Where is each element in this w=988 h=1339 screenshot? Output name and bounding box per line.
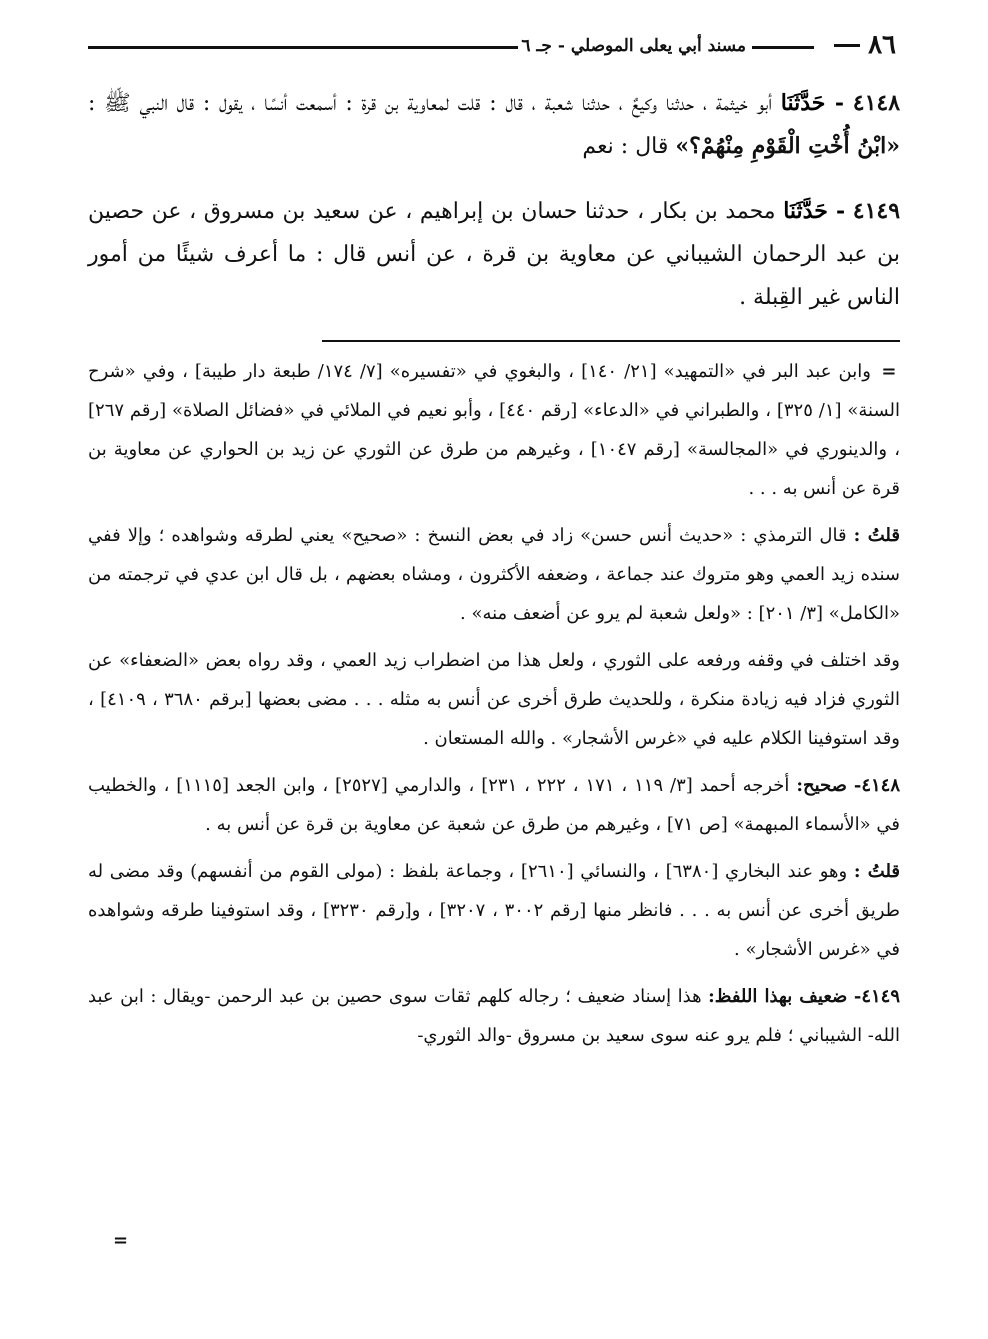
running-title: مسند أبي يعلى الموصلي - جـ ٦ [521,36,746,56]
footnote-divider [322,340,900,342]
page-number-text: ٨٦ [868,30,896,60]
note-label: صحيح: [796,775,847,796]
header-rule-left [88,46,518,49]
hadith-number: ٤١٤٩ [852,198,901,224]
hadith-keyword: حَدَّثَنَا [780,90,826,116]
hadith-text: محمد بن بكار ، حدثنا حسان بن إبراهيم ، عن سعيد بن مسروق ، عن حصين بن عبد الرحمان الشيباني عن معاوية بن قرة ، عن أنس قال : ما أعرف شيئًا من أمور الناس غير القِبلة . [88,199,900,310]
end-continuation-mark: = [113,1230,129,1251]
note-paragraph [88,352,900,508]
footnotes [88,352,900,1063]
hadith-4148: ٤١٤٨ - حَدَّثَنَا أبو خيثمة ، حدثنا وكيعٌ ، حدثنا شعبة ، قال : قلت لمعاوية بن قرة : أسمعت أنسًا ، يقول : قال النبي ﷺ : «ابْنُ أُخْتِ الْقَوْمِ مِنْهُمْ؟» قال : نعم [88,90,901,159]
hadith-4149: ٤١٤٩ - حَدَّثَنَا محمد بن بكار ، حدثنا حسان بن إبراهيم ، عن سعيد بن مسروق ، عن حصين بن عبد الرحمان الشيباني عن معاوية بن قرة ، عن أنس قال : ما أعرف شيئًا من أمور الناس غير القِبلة . [88,198,901,310]
note-text: وهو عند البخاري [٦٣٨٠] ، والنسائي [٢٦١٠] ، وجماعة بلفظ : (مولى القوم من أنفسهم) وقد مضى له طريق أخرى عن أنس به . . . فانظر منها [رقم ٣٠٠٢ ، ٣٢٠٧] ، و[رقم ٣٢٣٠] ، وقد استوفينا طرقه وشواهده في «غرس الأشجار» . [88,861,900,960]
note-paragraph [88,516,900,633]
continuation-mark: = [881,361,897,382]
note-label: ضعيف بهذا اللفظ: [708,986,848,1007]
note-text: قال الترمذي : «حديث أنس حسن» زاد في بعض النسخ : «صحيح» يعني لطرقه وشواهده ؛ وإلا ففي سنده زيد العمي وهو متروك عند جماعة ، وضعفه الأكثرون ، ومشاه بعضهم ، بل قال ابن عدي في ترجمته من «الكامل» [٣/ ٢٠١] : «ولعل شعبة لم يرو عن أضعف منه» . [88,525,900,624]
note-text: هذا إسناد ضعيف ؛ رجاله كلهم ثقات سوى حصين بن عبد الرحمن -ويقال : ابن عبد الله- الشيباني ؛ فلم يرو عنه سوى سعيد بن مسروق -والد الثوري- [88,986,900,1046]
hadith-text-end: قال : نعم [582,134,676,159]
hadith-text: أبو خيثمة ، حدثنا وكيعٌ ، حدثنا شعبة ، قال : قلت لمعاوية بن قرة : أسمعت أنسًا ، يقول : قال النبي ﷺ : [88,91,773,116]
hadith-keyword: حَدَّثَنَا [783,198,828,224]
note-paragraph [88,641,900,758]
hadith-number: ٤١٤٨ [852,90,901,116]
page-number [834,30,896,60]
note-paragraph [88,766,900,844]
page-header [88,30,896,66]
note-text: وابن عبد البر في «التمهيد» [٢١/ ١٤٠] ، والبغوي في «تفسيره» [٧/ ١٧٤/ طبعة دار طيبة] ، وفي «شرح السنة» [١/ ٣٢٥] ، والطبراني في «الدعاء» [رقم ٤٤٠] ، وأبو نعيم في الملائي في «فضائل الصلاة» [رقم ٢٦٧] ، والدينوري في «المجالسة» [رقم ١٠٤٧] ، وغيرهم من طرق عن الثوري عن زيد بن الحواري عن معاوية بن قرة عن أنس به . . . [88,361,901,499]
note-number: ٤١٤٨- [853,775,900,796]
note-text: وقد اختلف في وقفه ورفعه على الثوري ، ولعل هذا من اضطراب زيد العمي ، وقد رواه بعض «الضعفاء» عن الثوري فزاد فيه زيادة منكرة ، وللحديث طرق أخرى عن أنس به مثله . . . مضى بعضها [برقم ٣٦٨٠ ، ٤١٠٩] ، وقد استوفينا الكلام عليه في «غرس الأشجار» . والله المستعان . [88,650,900,749]
header-dash [834,44,860,47]
note-number: ٤١٤٩- [853,986,900,1007]
header-rule [752,46,814,49]
note-text: أخرجه أحمد [٣/ ١١٩ ، ١٧١ ، ٢٢٢ ، ٢٣١] ، والدارمي [٢٥٢٧] ، وابن الجعد [١١١٥] ، والخطيب في «الأسماء المبهمة» [ص ٧١] ، وغيرهم من طرق عن شعبة عن معاوية بن قرة عن أنس به . [88,775,900,835]
hadith-quote: «ابْنُ أُخْتِ الْقَوْمِ مِنْهُمْ؟» [675,133,900,159]
note-paragraph [88,977,900,1055]
note-label: قلتُ : [853,861,901,882]
note-paragraph [88,852,900,969]
note-label: قلتُ : [853,525,900,546]
